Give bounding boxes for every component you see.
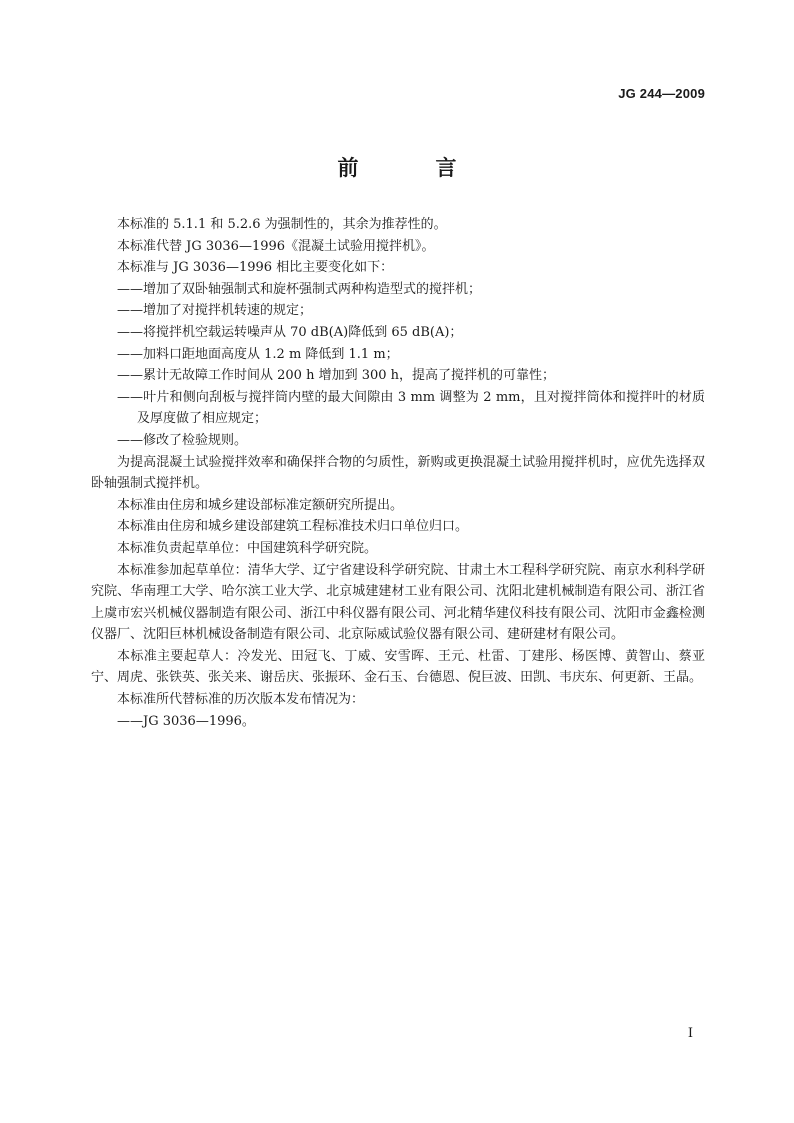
list-item: ——累计无故障工作时间从 200 h 增加到 300 h，提高了搅拌机的可靠性； xyxy=(117,368,556,384)
paragraph: 为提高混凝土试验搅拌效率和确保拌合物的匀质性，新购或更换混凝土试验用搅拌机时，应优先选择双卧轴强制式搅拌机。 xyxy=(91,454,705,492)
paragraph: 本标准所代替标准的历次版本发布情况为： xyxy=(117,692,365,708)
paragraph: 本标准负责起草单位：中国建筑科学研究院。 xyxy=(117,540,378,556)
list-item: ——修改了检验规则。 xyxy=(117,432,248,448)
paragraph: 本标准的 5.1.1 和 5.2.6 为强制性的，其余为推荐性的。 xyxy=(117,217,447,232)
document-body xyxy=(91,214,705,732)
paragraph: 本标准与 JG 3036—1996 相比主要变化如下： xyxy=(117,260,394,276)
paragraph: 本标准代替 JG 3036—1996《混凝土试验用搅拌机》。 xyxy=(117,238,435,254)
list-item: ——加料口距地面高度从 1.2 m 降低到 1.1 m； xyxy=(117,346,399,362)
list-item: ——叶片和侧向刮板与搅拌筒内壁的最大间隙由 3 mm 调整为 2 mm，且对搅拌筒体和搅拌叶的材质及厚度做了相应规定； xyxy=(117,389,705,427)
list-item: ——增加了对搅拌机转速的规定； xyxy=(117,303,313,319)
paragraph: 本标准由住房和城乡建设部建筑工程标准技术归口单位归口。 xyxy=(117,519,469,535)
list-item: ——增加了双卧轴强制式和旋杯强制式两种构造型式的搅拌机； xyxy=(117,281,482,297)
page-number: I xyxy=(687,1026,693,1041)
list-item: ——JG 3036—1996。 xyxy=(117,713,255,729)
standard-code: JG 244—2009 xyxy=(618,86,705,101)
paragraph: 本标准由住房和城乡建设部标准定额研究所提出。 xyxy=(117,497,404,513)
paragraph: 本标准参加起草单位：清华大学、辽宁省建设科学研究院、甘肃土木工程科学研究院、南京水利科学研究院、华南理工大学、哈尔滨工业大学、北京城建建材工业有限公司、沈阳北建机械制造有限公司、浙江省上虞市宏兴机械仪器制造有限公司、浙江中科仪器有限公司、河北精华建仪科技有限公司、沈阳市金鑫检测仪器厂、沈阳巨林机械设备制造有限公司、北京际威试验仪器有限公司、建研建材有限公司。 xyxy=(91,562,705,643)
page-title: 前 言 xyxy=(337,155,485,180)
paragraph: 本标准主要起草人：冷发光、田冠飞、丁威、安雪晖、王元、杜雷、丁建彤、杨医博、黄智山、蔡亚宁、周虎、张铁英、张关来、谢岳庆、张振环、金石玉、台德恩、倪巨波、田凯、韦庆东、何更新、王晶。 xyxy=(91,648,705,686)
list-item: ——将搅拌机空载运转噪声从 70 dB(A)降低到 65 dB(A)； xyxy=(117,324,463,340)
